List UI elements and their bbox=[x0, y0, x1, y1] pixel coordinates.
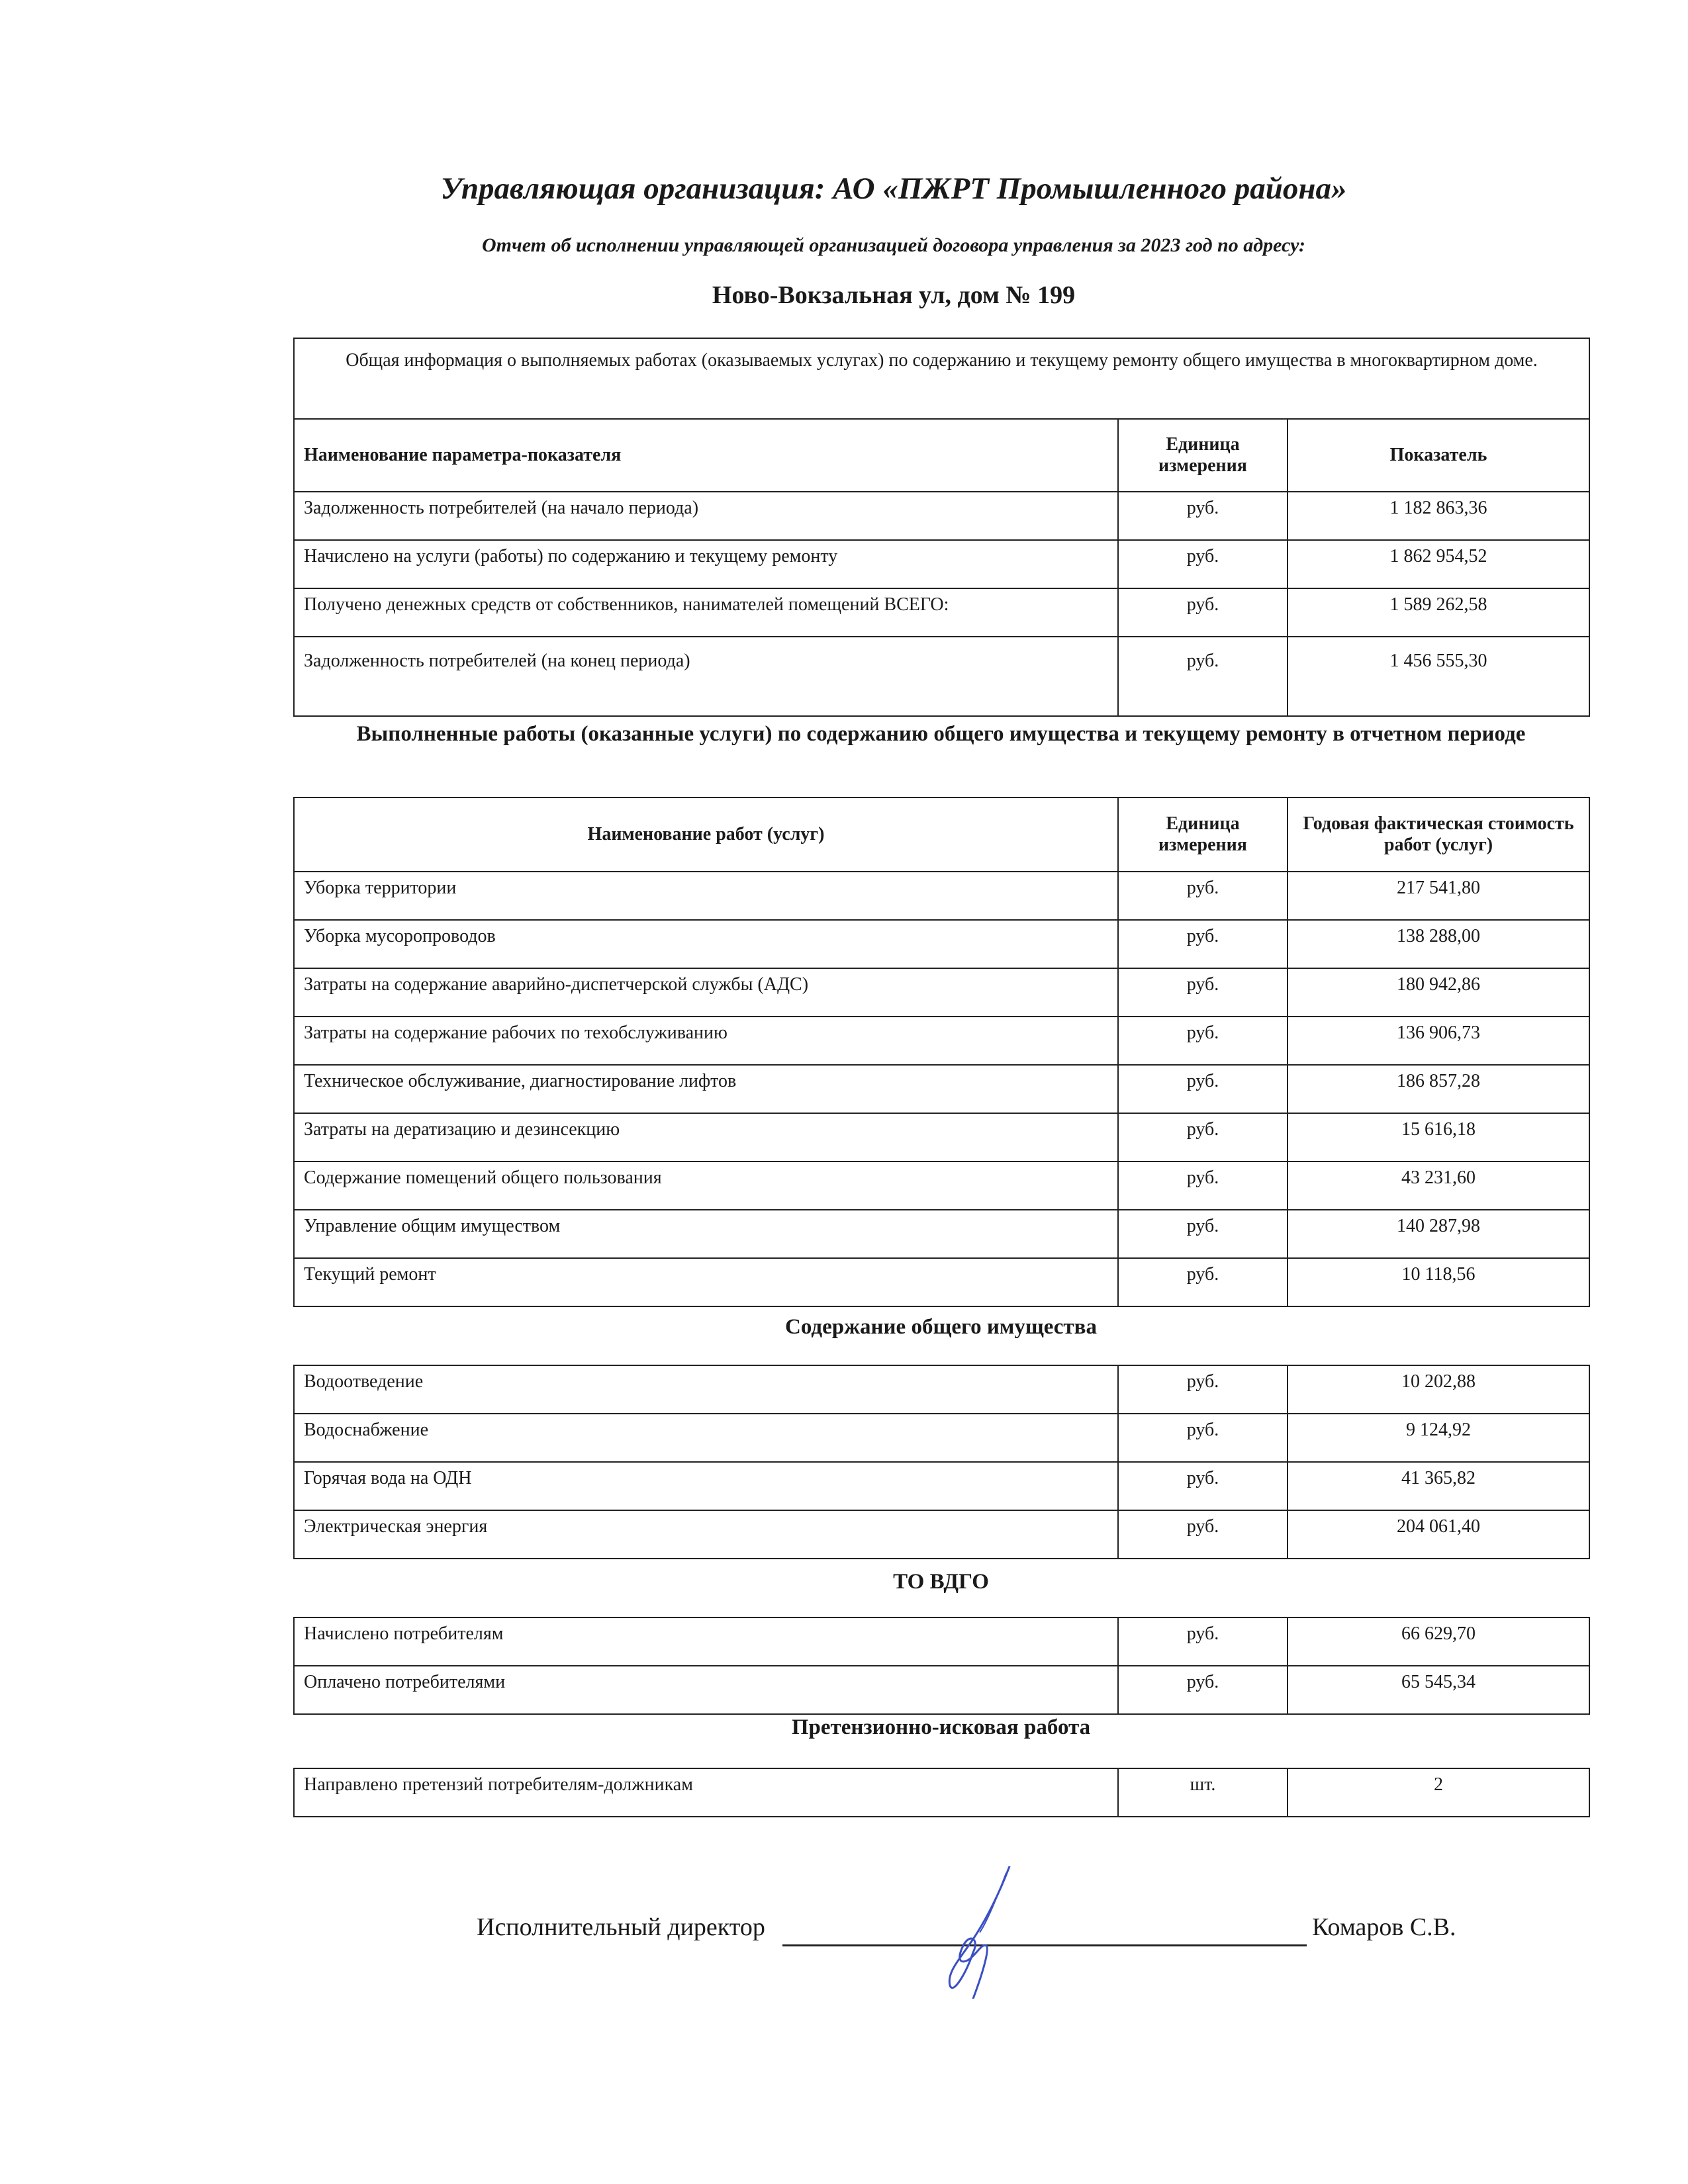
row-unit: руб. bbox=[1118, 1666, 1288, 1714]
table-row bbox=[294, 1365, 1589, 1414]
row-value: 15 616,18 bbox=[1288, 1113, 1589, 1161]
row-name: Задолженность потребителей (на конец периода) bbox=[294, 637, 1118, 716]
row-value: 138 288,00 bbox=[1288, 920, 1589, 968]
row-unit: руб. bbox=[1118, 1065, 1288, 1113]
row-unit: руб. bbox=[1118, 1365, 1288, 1414]
general-info-table bbox=[293, 338, 1590, 717]
claims-table bbox=[293, 1768, 1590, 1817]
row-name: Текущий ремонт bbox=[294, 1258, 1118, 1306]
row-unit: руб. bbox=[1118, 1510, 1288, 1559]
row-unit: руб. bbox=[1118, 1113, 1288, 1161]
table-row bbox=[294, 968, 1589, 1017]
row-value: 65 545,34 bbox=[1288, 1666, 1589, 1714]
row-value: 217 541,80 bbox=[1288, 872, 1589, 920]
table-row bbox=[294, 540, 1589, 588]
row-unit: руб. bbox=[1118, 1258, 1288, 1306]
general-info-caption: Общая информация о выполняемых работах (оказываемых услугах) по содержанию и текущему ремонту общего имущества в многоквартирном доме. bbox=[294, 338, 1589, 419]
row-unit: руб. bbox=[1118, 1462, 1288, 1510]
col-header-annual-cost: Годовая фактическая стоимость работ (услуг) bbox=[1288, 797, 1589, 872]
col-header-unit: Единица измерения bbox=[1118, 419, 1288, 492]
works-table bbox=[293, 797, 1590, 1307]
row-unit: руб. bbox=[1118, 872, 1288, 920]
row-unit: руб. bbox=[1118, 1161, 1288, 1210]
table-row bbox=[294, 1414, 1589, 1462]
address: Ново-Вокзальная ул, дом № 199 bbox=[712, 281, 1076, 309]
row-unit: руб. bbox=[1118, 1017, 1288, 1065]
table-header-row bbox=[294, 797, 1589, 872]
row-value: 41 365,82 bbox=[1288, 1462, 1589, 1510]
table-row bbox=[294, 1666, 1589, 1714]
works-section-title: Выполненные работы (оказанные услуги) по содержанию общего имущества и текущему ремонту в отчетном периоде bbox=[356, 722, 1526, 746]
common-property-table bbox=[293, 1365, 1590, 1559]
col-header-value: Показатель bbox=[1288, 419, 1589, 492]
row-value: 186 857,28 bbox=[1288, 1065, 1589, 1113]
row-value: 43 231,60 bbox=[1288, 1161, 1589, 1210]
table-row bbox=[294, 1510, 1589, 1559]
row-value: 136 906,73 bbox=[1288, 1017, 1589, 1065]
row-name: Начислено на услуги (работы) по содержанию и текущему ремонту bbox=[294, 540, 1118, 588]
row-value: 180 942,86 bbox=[1288, 968, 1589, 1017]
row-unit: руб. bbox=[1118, 1414, 1288, 1462]
row-unit: руб. bbox=[1118, 588, 1288, 637]
vdgo-section-title: ТО ВДГО bbox=[893, 1570, 989, 1594]
handwritten-signature-icon bbox=[920, 1866, 1039, 1999]
row-value: 204 061,40 bbox=[1288, 1510, 1589, 1559]
table-row bbox=[294, 1617, 1589, 1666]
row-value: 10 118,56 bbox=[1288, 1258, 1589, 1306]
row-name: Управление общим имуществом bbox=[294, 1210, 1118, 1258]
table-row bbox=[294, 637, 1589, 716]
signatory-name: Комаров С.В. bbox=[1312, 1913, 1456, 1941]
row-value: 2 bbox=[1288, 1768, 1589, 1817]
row-name: Содержание помещений общего пользования bbox=[294, 1161, 1118, 1210]
table-row bbox=[294, 1768, 1589, 1817]
row-value: 1 456 555,30 bbox=[1288, 637, 1589, 716]
col-header-unit: Единица измерения bbox=[1118, 797, 1288, 872]
row-name: Начислено потребителям bbox=[294, 1617, 1118, 1666]
col-header-parameter: Наименование параметра-показателя bbox=[294, 419, 1118, 492]
row-name: Водоотведение bbox=[294, 1365, 1118, 1414]
row-name: Горячая вода на ОДН bbox=[294, 1462, 1118, 1510]
row-unit: руб. bbox=[1118, 1617, 1288, 1666]
row-name: Получено денежных средств от собственников, нанимателей помещений ВСЕГО: bbox=[294, 588, 1118, 637]
row-value: 66 629,70 bbox=[1288, 1617, 1589, 1666]
table-row bbox=[294, 1462, 1589, 1510]
row-unit: руб. bbox=[1118, 637, 1288, 716]
row-value: 1 589 262,58 bbox=[1288, 588, 1589, 637]
row-value: 1 862 954,52 bbox=[1288, 540, 1589, 588]
row-name: Оплачено потребителями bbox=[294, 1666, 1118, 1714]
row-unit: руб. bbox=[1118, 492, 1288, 540]
table-row bbox=[294, 1210, 1589, 1258]
org-title: Управляющая организация: АО «ПЖРТ Промышленного района» bbox=[440, 171, 1347, 206]
table-row bbox=[294, 1065, 1589, 1113]
row-value: 1 182 863,36 bbox=[1288, 492, 1589, 540]
row-name: Водоснабжение bbox=[294, 1414, 1118, 1462]
table-row bbox=[294, 588, 1589, 637]
row-unit: руб. bbox=[1118, 968, 1288, 1017]
row-unit: руб. bbox=[1118, 920, 1288, 968]
row-value: 9 124,92 bbox=[1288, 1414, 1589, 1462]
col-header-work-name: Наименование работ (услуг) bbox=[294, 797, 1118, 872]
claims-section-title: Претензионно-исковая работа bbox=[791, 1715, 1091, 1739]
table-row bbox=[294, 1113, 1589, 1161]
row-value: 140 287,98 bbox=[1288, 1210, 1589, 1258]
table-row bbox=[294, 1161, 1589, 1210]
row-name: Задолженность потребителей (на начало периода) bbox=[294, 492, 1118, 540]
row-name: Затраты на дератизацию и дезинсекцию bbox=[294, 1113, 1118, 1161]
row-name: Затраты на содержание аварийно-диспетчерской службы (АДС) bbox=[294, 968, 1118, 1017]
table-row bbox=[294, 872, 1589, 920]
vdgo-table bbox=[293, 1617, 1590, 1715]
row-name: Уборка территории bbox=[294, 872, 1118, 920]
row-name: Направлено претензий потребителям-должникам bbox=[294, 1768, 1118, 1817]
signatory-position: Исполнительный директор bbox=[477, 1913, 765, 1941]
row-unit: руб. bbox=[1118, 540, 1288, 588]
row-name: Техническое обслуживание, диагностирование лифтов bbox=[294, 1065, 1118, 1113]
row-value: 10 202,88 bbox=[1288, 1365, 1589, 1414]
table-row bbox=[294, 1017, 1589, 1065]
table-row bbox=[294, 492, 1589, 540]
table-row bbox=[294, 1258, 1589, 1306]
signature-line bbox=[782, 1944, 1307, 1946]
common-property-section-title: Содержание общего имущества bbox=[785, 1315, 1097, 1339]
row-name: Затраты на содержание рабочих по техобслуживанию bbox=[294, 1017, 1118, 1065]
row-unit: руб. bbox=[1118, 1210, 1288, 1258]
report-subtitle: Отчет об исполнении управляющей организацией договора управления за 2023 год по адресу: bbox=[481, 234, 1306, 256]
row-unit: шт. bbox=[1118, 1768, 1288, 1817]
row-name: Электрическая энергия bbox=[294, 1510, 1118, 1559]
table-row bbox=[294, 920, 1589, 968]
table-header-row bbox=[294, 419, 1589, 492]
row-name: Уборка мусоропроводов bbox=[294, 920, 1118, 968]
